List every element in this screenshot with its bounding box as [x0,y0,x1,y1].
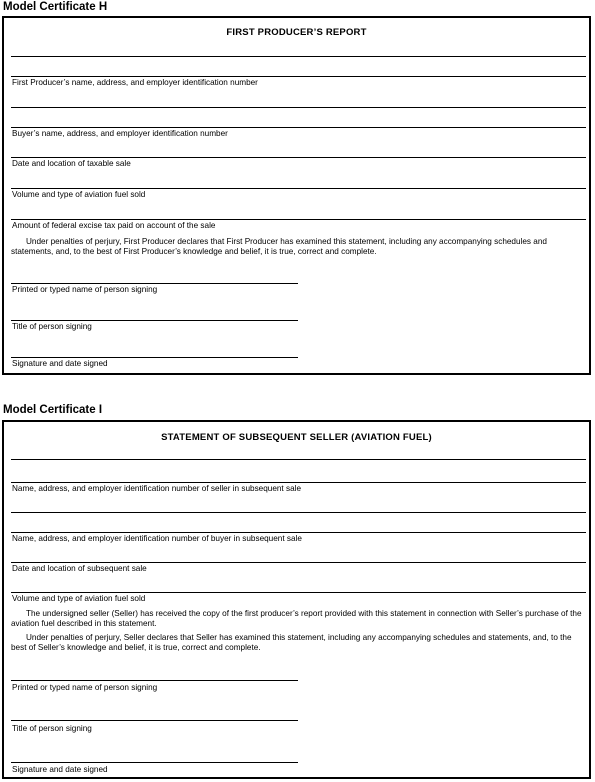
printed-name-label: Printed or typed name of person signing [12,683,158,692]
form-header: STATEMENT OF SUBSEQUENT SELLER (AVIATION FUEL) [161,432,432,443]
signature-line[interactable] [11,357,298,358]
field-line[interactable] [11,157,586,158]
statement-text: The undersigned seller (Seller) has received the copy of the first producer’s report provided with this statement in connection with Seller’s purchase of the aviation fuel described in this statement. [11,609,582,628]
buyer-label: Buyer’s name, address, and employer identification number [12,129,228,138]
certificate-h-form [2,16,591,375]
title-label: Title of person signing [12,724,92,733]
volume-type-label: Volume and type of aviation fuel sold [12,594,146,603]
seller-label: Name, address, and employer identification number of seller in subsequent sale [12,484,301,493]
certificate-i-form [2,420,591,779]
date-location-label: Date and location of taxable sale [12,159,131,168]
buyer-label: Name, address, and employer identification number of buyer in subsequent sale [12,534,302,543]
signature-line[interactable] [11,720,298,721]
field-line[interactable] [11,482,586,483]
form-header: FIRST PRODUCER’S REPORT [226,27,367,38]
date-location-label: Date and location of subsequent sale [12,564,147,573]
excise-tax-label: Amount of federal excise tax paid on account of the sale [12,221,216,230]
header-rule [11,459,586,460]
declaration-text: Under penalties of perjury, Seller declares that Seller has examined this statement, including any accompanying schedules and statements, and, to the best of Seller’s knowledge and belief, it is true, correct and complete. [11,633,572,652]
field-line[interactable] [11,107,586,108]
field-line[interactable] [11,127,586,128]
signature-line[interactable] [11,320,298,321]
field-line[interactable] [11,76,586,77]
field-line[interactable] [11,592,586,593]
signature-line[interactable] [11,762,298,763]
signature-date-label: Signature and date signed [12,359,108,368]
printed-name-label: Printed or typed name of person signing [12,285,158,294]
title-label: Title of person signing [12,322,92,331]
certificate-h-title: Model Certificate H [3,1,108,13]
header-rule [11,56,586,57]
field-line[interactable] [11,512,586,513]
signature-date-label: Signature and date signed [12,765,108,774]
signature-line[interactable] [11,283,298,284]
signature-line[interactable] [11,680,298,681]
volume-type-label: Volume and type of aviation fuel sold [12,190,146,199]
certificate-i-title: Model Certificate I [3,404,103,416]
declaration-text: Under penalties of perjury, First Producer declares that First Producer has examined this statement, including any accompanying schedules and statements, and, to the best of First Producer’s knowledge and belief, it is true, correct and complete. [11,237,547,256]
field-line[interactable] [11,562,586,563]
field-line[interactable] [11,219,586,220]
field-line[interactable] [11,532,586,533]
field-line[interactable] [11,188,586,189]
first-producer-label: First Producer’s name, address, and employer identification number [12,78,258,87]
